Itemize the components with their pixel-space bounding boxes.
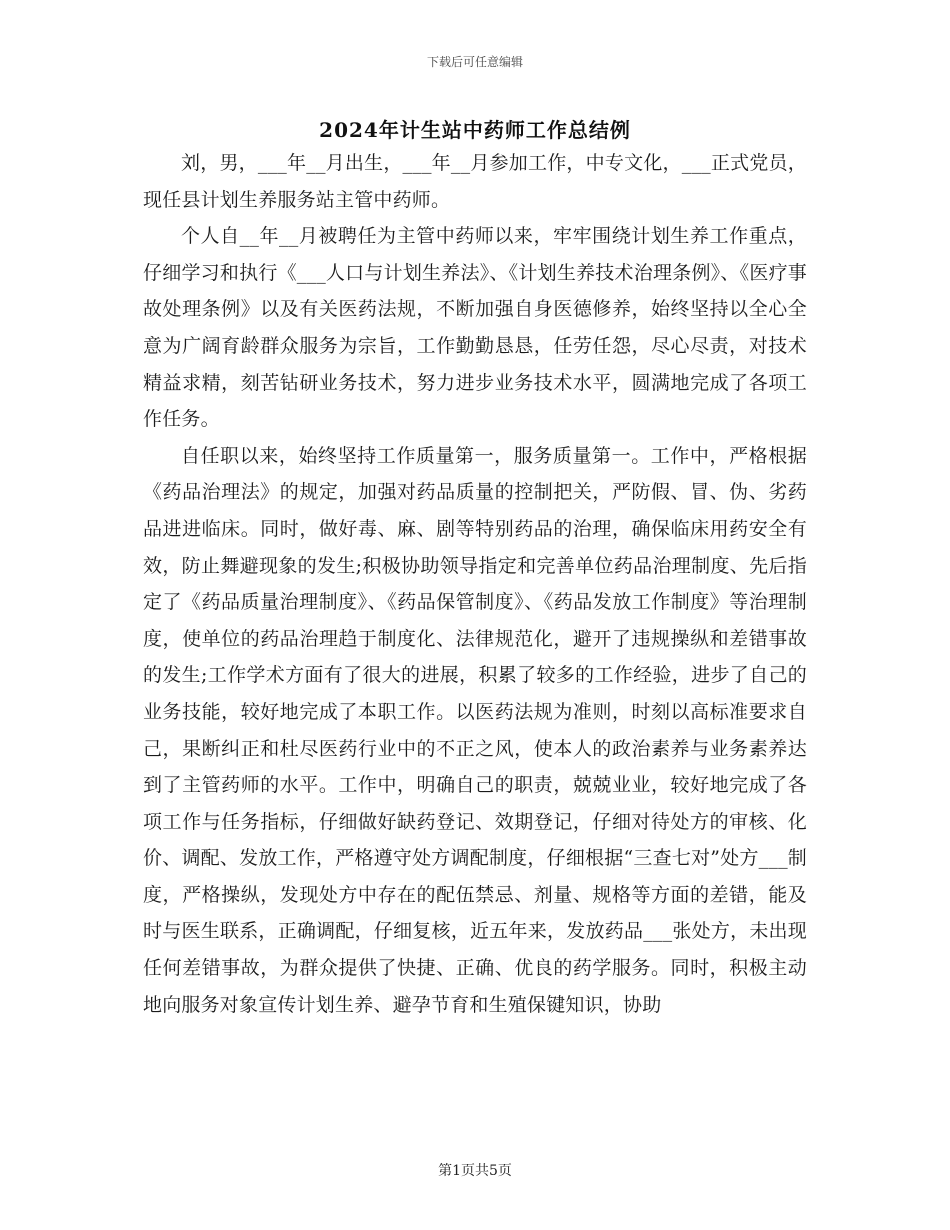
document-body <box>143 145 807 1023</box>
document-title: 2024年计生站中药师工作总结例 <box>319 118 631 142</box>
download-edit-note: 下载后可任意编辑 <box>426 55 523 69</box>
paragraph-appointment: 个人自__年__月被聘任为主管中药师以来，牢牢围绕计划生养工作重点，仔细学习和执行《___人口与计划生养法》、《计划生养技术治理条例》、《医疗事故处理条例》以及有关医药法规，不断加强自身医德修养，始终坚持以全心全意为广阔育龄群众服务为宗旨，工作勤勤恳恳，任劳任怨，尽心尽责，对技术精益求精，刻苦钻研业务技术，努力进步业务技术水平，圆满地完成了各项工作任务。 <box>143 225 807 431</box>
page-number: 第1页共5页 <box>438 1163 512 1179</box>
paragraph-personal-info: 刘，男，___年__月出生，___年__月参加工作，中专文化，___正式党员，现任县计划生养服务站主管中药师。 <box>143 152 807 211</box>
paragraph-work-summary: 自任职以来，始终坚持工作质量第一，服务质量第一。工作中，严格根据《药品治理法》的规定，加强对药品质量的控制把关，严防假、冒、伪、劣药品进进临床。同时，做好毒、麻、剧等特别药品的治理，确保临床用药安全有效，防止舞避现象的发生;积极协助领导指定和完善单位药品治理制度、先后指定了《药品质量治理制度》、《药品保管制度》、《药品发放工作制度》等治理制度，使单位的药品治理趋于制度化、法律规范化，避开了违规操纵和差错事故的发生;工作学术方面有了很大的进展，积累了较多的工作经验，进步了自己的业务技能，较好地完成了本职工作。以医药法规为准则，时刻以高标准要求自己，果断纠正和杜尽医药行业中的不正之风，使本人的政治素养与业务素养达到了主管药师的水平。工作中，明确自己的职责，兢兢业业，较好地完成了各项工作与任务指标，仔细做好缺药登记、效期登记，仔细对待处方的审核、化价、调配、发放工作，严格遵守处方调配制度，仔细根据“三查七对”处方___制度，严格操纵，发现处方中存在的配伍禁忌、剂量、规格等方面的差错，能及时与医生联系，正确调配，仔细复核，近五年来，发放药品___张处方，未出现任何差错事故，为群众提供了快捷、正确、优良的药学服务。同时，积极主动地向服务对象宣传计划生养、避孕节育和生殖保键知识，协助 <box>143 444 807 1016</box>
